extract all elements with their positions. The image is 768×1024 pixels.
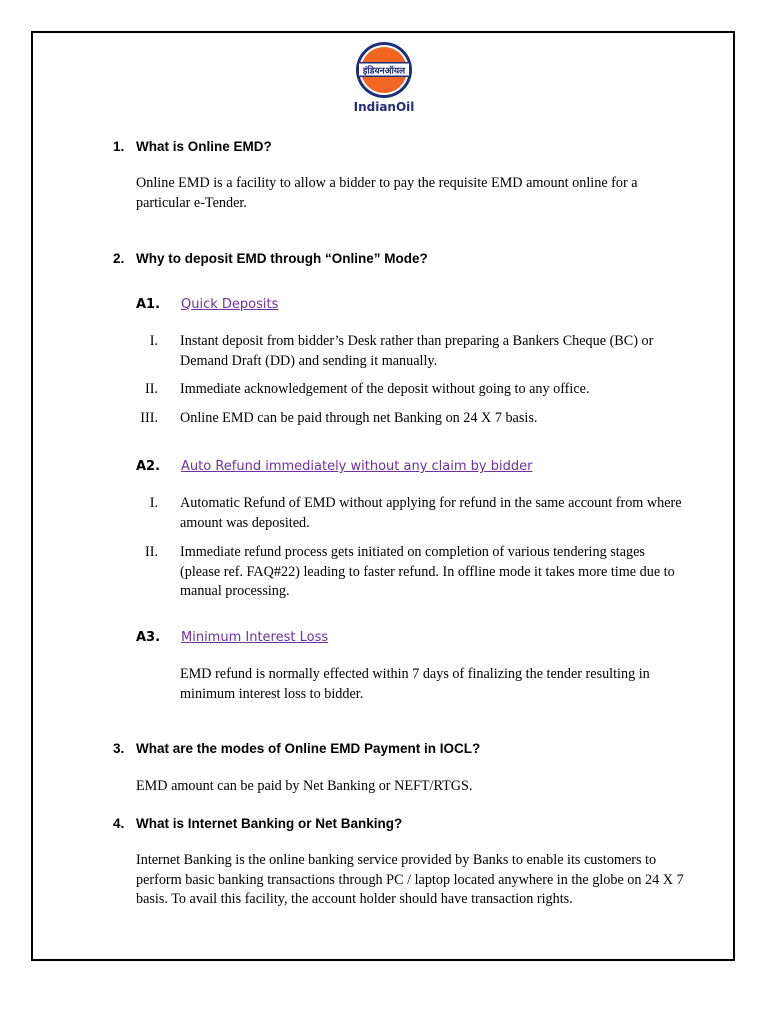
question-text: What is Online EMD? bbox=[136, 139, 272, 154]
question-1 bbox=[113, 139, 272, 154]
question-2 bbox=[113, 251, 428, 266]
indianoil-logo bbox=[349, 40, 419, 116]
question-number: 3. bbox=[113, 741, 125, 756]
indianoil-seal-icon bbox=[349, 40, 419, 100]
subsection-code: A1. bbox=[136, 297, 161, 312]
seal-text: इंडियनऑयल bbox=[362, 66, 406, 77]
question-3 bbox=[113, 741, 480, 756]
subsection-code: A3. bbox=[136, 630, 161, 645]
list-item: Online EMD can be paid through net Banking on 24 X 7 basis. bbox=[180, 410, 538, 426]
question-text: Why to deposit EMD through “Online” Mode? bbox=[136, 251, 428, 266]
list-item: Immediate acknowledgement of the deposit without going to any office. bbox=[180, 381, 590, 397]
list-item: Automatic Refund of EMD without applying for refund in the same account from where amount was deposited. bbox=[180, 495, 682, 531]
subsection-a3-text: EMD refund is normally effected within 7 days of finalizing the tender resulting in minimum interest loss to bidder. bbox=[180, 666, 650, 702]
list-numeral: I. bbox=[149, 495, 158, 511]
question-number: 2. bbox=[113, 251, 125, 266]
answer-3: EMD amount can be paid by Net Banking or NEFT/RTGS. bbox=[136, 778, 473, 794]
list-numeral: III. bbox=[140, 410, 158, 426]
subsection-a1-heading bbox=[136, 297, 278, 312]
subsection-title: Minimum Interest Loss bbox=[181, 630, 329, 645]
answer-1: Online EMD is a facility to allow a bidder to pay the requisite EMD amount online for a particular e-Tender. bbox=[136, 175, 638, 211]
brand-name: IndianOil bbox=[353, 100, 415, 114]
list-item: Instant deposit from bidder’s Desk rather than preparing a Bankers Cheque (BC) or Demand Draft (DD) and sending it manually. bbox=[180, 333, 654, 369]
subsection-a3-heading bbox=[136, 630, 328, 645]
subsection-title: Quick Deposits bbox=[181, 297, 279, 312]
question-number: 1. bbox=[113, 139, 125, 154]
subsection-code: A2. bbox=[136, 459, 161, 474]
list-numeral: II. bbox=[145, 544, 158, 560]
question-number: 4. bbox=[113, 816, 125, 831]
subsection-title: Auto Refund immediately without any claim by bidder bbox=[181, 459, 533, 474]
list-numeral: II. bbox=[145, 381, 158, 397]
list-numeral: I. bbox=[149, 333, 158, 349]
question-4 bbox=[113, 816, 402, 831]
answer-4: Internet Banking is the online banking service provided by Banks to enable its customers to perform basic banking transactions through PC / laptop located anywhere in the globe on 24 X 7 basis. To avail this facility, the account holder should have transaction rights. bbox=[136, 852, 684, 908]
subsection-a2-heading bbox=[136, 459, 532, 474]
list-item: Immediate refund process gets initiated on completion of various tendering stages (please ref. FAQ#22) leading to faster refund. In offline mode it takes more time due to manual processing. bbox=[180, 544, 675, 600]
question-text: What are the modes of Online EMD Payment in IOCL? bbox=[136, 741, 481, 756]
question-text: What is Internet Banking or Net Banking? bbox=[136, 816, 403, 831]
